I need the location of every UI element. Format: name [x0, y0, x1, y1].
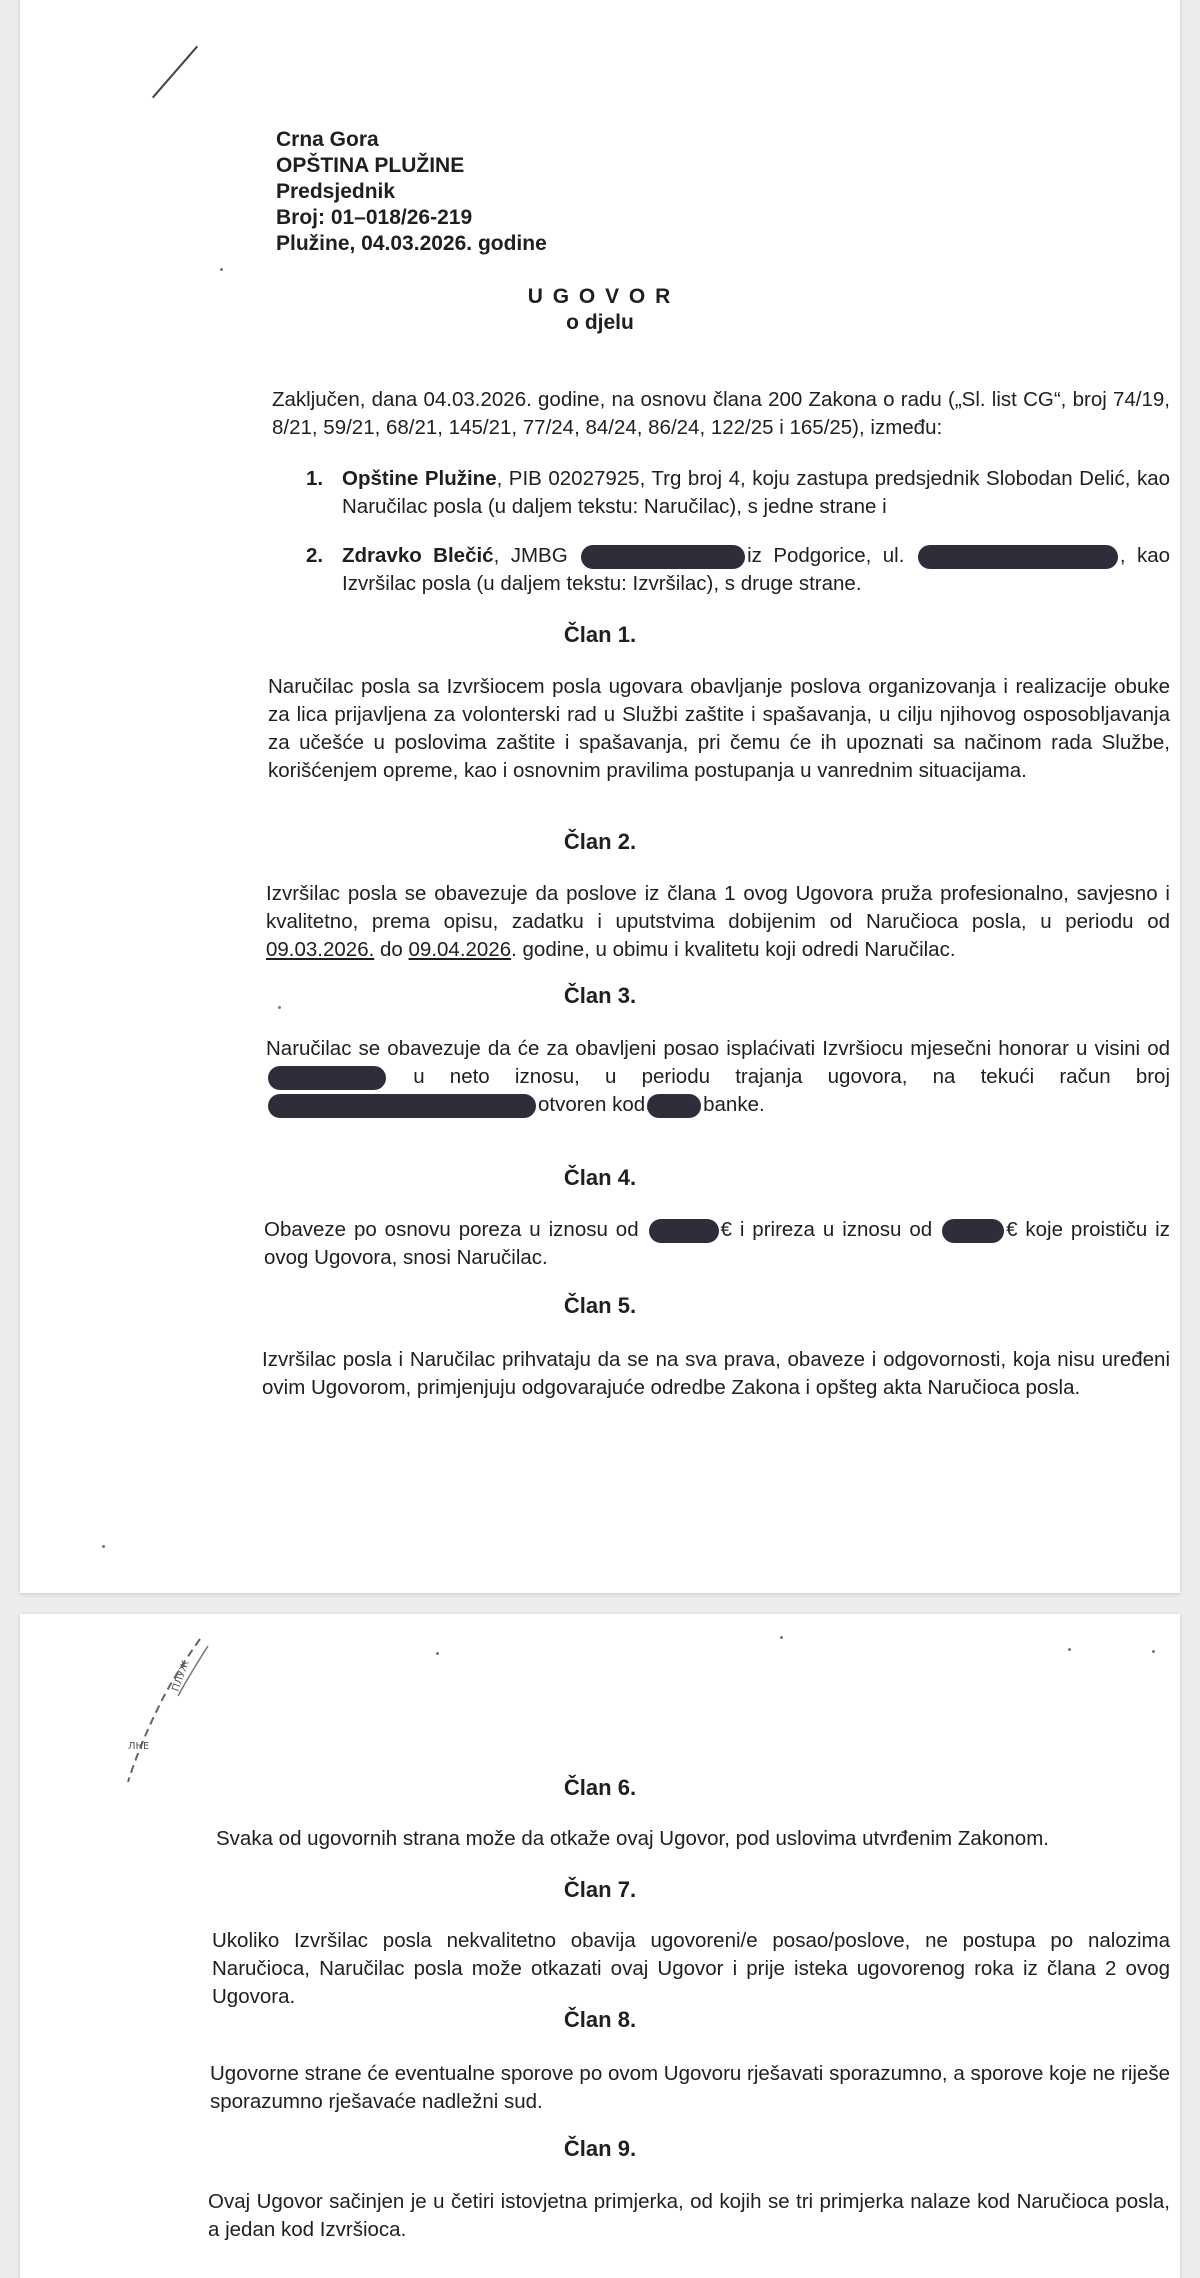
article-9-title: Član 9.	[563, 2136, 637, 2161]
article-2-date-to: 09.04.2026	[408, 938, 512, 961]
article-6-title: Član 6.	[563, 1775, 637, 1800]
scan-speck	[1152, 1650, 1155, 1653]
article-8-text: Ugovorne strane će eventualne sporove po ovom Ugovoru rješavati sporazumno, a sporove koje ne riješe sporazumno rješavaće nadležni sud.	[210, 2062, 1170, 2113]
article-2-date-from: 09.03.2026.	[266, 938, 375, 961]
header-place-date: Plužine, 04.03.2026. godine	[276, 232, 547, 255]
document-subtitle: o djelu	[566, 311, 634, 334]
scan-speck	[278, 1006, 281, 1009]
scan-speck	[220, 268, 223, 271]
article-4-text-a: Obaveze po osnovu poreza u iznosu od	[264, 1218, 639, 1241]
article-4-text	[264, 1216, 1170, 1272]
document-title: U G O V O R	[527, 285, 673, 308]
header-municipality: OPŠTINA PLUŽINE	[276, 154, 465, 177]
document-page-1	[20, 0, 1180, 1593]
article-5-text: Izvršilac posla i Naručilac prihvataju da se na sva prava, obaveze i odgovornosti, koja nisu uređeni ovim Ugovorom, primjenjuju odgovarajuće odredbe Zakona i opšteg akta Naručioca posla.	[262, 1348, 1170, 1399]
header-office: Predsjednik	[276, 180, 396, 203]
header-number: Broj: 01–018/26-219	[276, 206, 473, 229]
article-2-text	[266, 880, 1170, 964]
redacted-surtax-amount	[942, 1219, 1004, 1243]
article-3-text	[266, 1035, 1170, 1119]
article-4-title: Član 4.	[563, 1165, 637, 1190]
party-2-text-b: iz Podgorice, ul.	[747, 544, 905, 567]
article-2-title: Član 2.	[563, 829, 637, 854]
svg-text:ЛНЕ: ЛНЕ	[128, 1741, 150, 1752]
party-1-text: , PIB 02027925, Trg broj 4, koju zastupa predsjednik Slobodan Delić, kao Naručilac posla (u daljem tekstu: Naručilac), s jedne strane i	[342, 467, 1170, 518]
article-2-text-b: do	[380, 938, 403, 961]
scan-speck	[780, 1636, 783, 1639]
party-2-name: Zdravko Blečić	[342, 544, 494, 567]
article-5-title: Član 5.	[563, 1293, 637, 1318]
article-4-text-c: € koje proističu iz ovog Ugovora, snosi Naručilac.	[264, 1218, 1170, 1269]
article-7-title: Član 7.	[563, 1877, 637, 1902]
article-3-title: Član 3.	[563, 983, 637, 1008]
article-1-title: Član 1.	[563, 622, 637, 647]
party-2-text-a: , JMBG	[493, 544, 568, 567]
article-3-text-d: banke.	[703, 1093, 765, 1116]
redacted-account-number	[268, 1094, 536, 1118]
party-1-number: 1.	[306, 467, 324, 490]
svg-text:ПЛУЖ: ПЛУЖ	[170, 1659, 192, 1694]
party-2-text-c: , kao Izvršilac posla (u daljem tekstu: Izvršilac), s druge strane.	[342, 544, 1171, 595]
redacted-tax-amount	[649, 1219, 719, 1243]
article-4-text-b: € i prireza u iznosu od	[720, 1218, 933, 1241]
stamp-fragment-icon	[80, 1634, 210, 1784]
redacted-street	[918, 545, 1118, 569]
party-1	[306, 465, 1170, 521]
party-1-name: Opštine Plužine	[342, 467, 497, 490]
article-1-text: Naručilac posla sa Izvršiocem posla ugovara obavljanje poslova organizovanja i realizacije obuke za lica prijavljena za volonterski rad u Službi zaštite i spašavanja, u cilju njihovog osposobljavanja za učešće u poslovima zaštite i spašavanja, pri čemu će ih upoznati sa načinom rada Službe, korišćenjem opreme, kao i osnovnim pravilima postupanja u vanrednim situacijama.	[268, 675, 1170, 782]
redacted-jmbg	[581, 545, 745, 569]
article-7-text: Ukoliko Izvršilac posla nekvalitetno obavija ugovoreni/e posao/poslove, ne postupa po nalozima Naručioca, Naručilac posla može otkazati ovaj Ugovor i prije isteka ugovorenog roka iz člana 2 ovog Ugovora.	[212, 1929, 1170, 2008]
article-3-text-a: Naručilac se obavezuje da će za obavljeni posao isplaćivati Izvršiocu mjesečni honorar u visini od	[266, 1037, 1170, 1060]
scan-speck	[102, 1545, 105, 1548]
article-9-text: Ovaj Ugovor sačinjen je u četiri istovjetna primjerka, od kojih se tri primjerka nalaze kod Naručioca posla, a jedan kod Izvršioca.	[208, 2190, 1170, 2241]
redacted-honorarium	[268, 1066, 386, 1090]
scan-speck	[436, 1652, 439, 1655]
article-8-title: Član 8.	[563, 2007, 637, 2032]
redacted-bank-name	[647, 1094, 701, 1118]
pen-stroke-mark	[152, 46, 198, 99]
party-2-number: 2.	[306, 544, 324, 567]
scan-speck	[1068, 1648, 1071, 1651]
document-page-2	[20, 1614, 1180, 2278]
article-3-text-b: u neto iznosu, u periodu trajanja ugovora, na tekući račun broj	[413, 1065, 1171, 1088]
intro-paragraph: Zaključen, dana 04.03.2026. godine, na osnovu člana 200 Zakona o radu („Sl. list CG“, broj 74/19, 8/21, 59/21, 68/21, 145/21, 77/24, 84/24, 86/24, 122/25 i 165/25), između:	[272, 388, 1170, 439]
party-2	[306, 542, 1171, 598]
article-2-text-a: Izvršilac posla se obavezuje da poslove iz člana 1 ovog Ugovora pruža profesionalno, savjesno i kvalitetno, prema opisu, zadatku i uputstvima dobijenim od Naručioca posla, u periodu od	[266, 882, 1170, 933]
article-2-text-c: . godine, u obimu i kvalitetu koji odredi Naručilac.	[511, 938, 956, 961]
article-3-text-c: otvoren kod	[538, 1093, 646, 1116]
header-country: Crna Gora	[276, 128, 379, 151]
article-6-text: Svaka od ugovornih strana može da otkaže ovaj Ugovor, pod uslovima utvrđenim Zakonom.	[216, 1827, 1049, 1850]
